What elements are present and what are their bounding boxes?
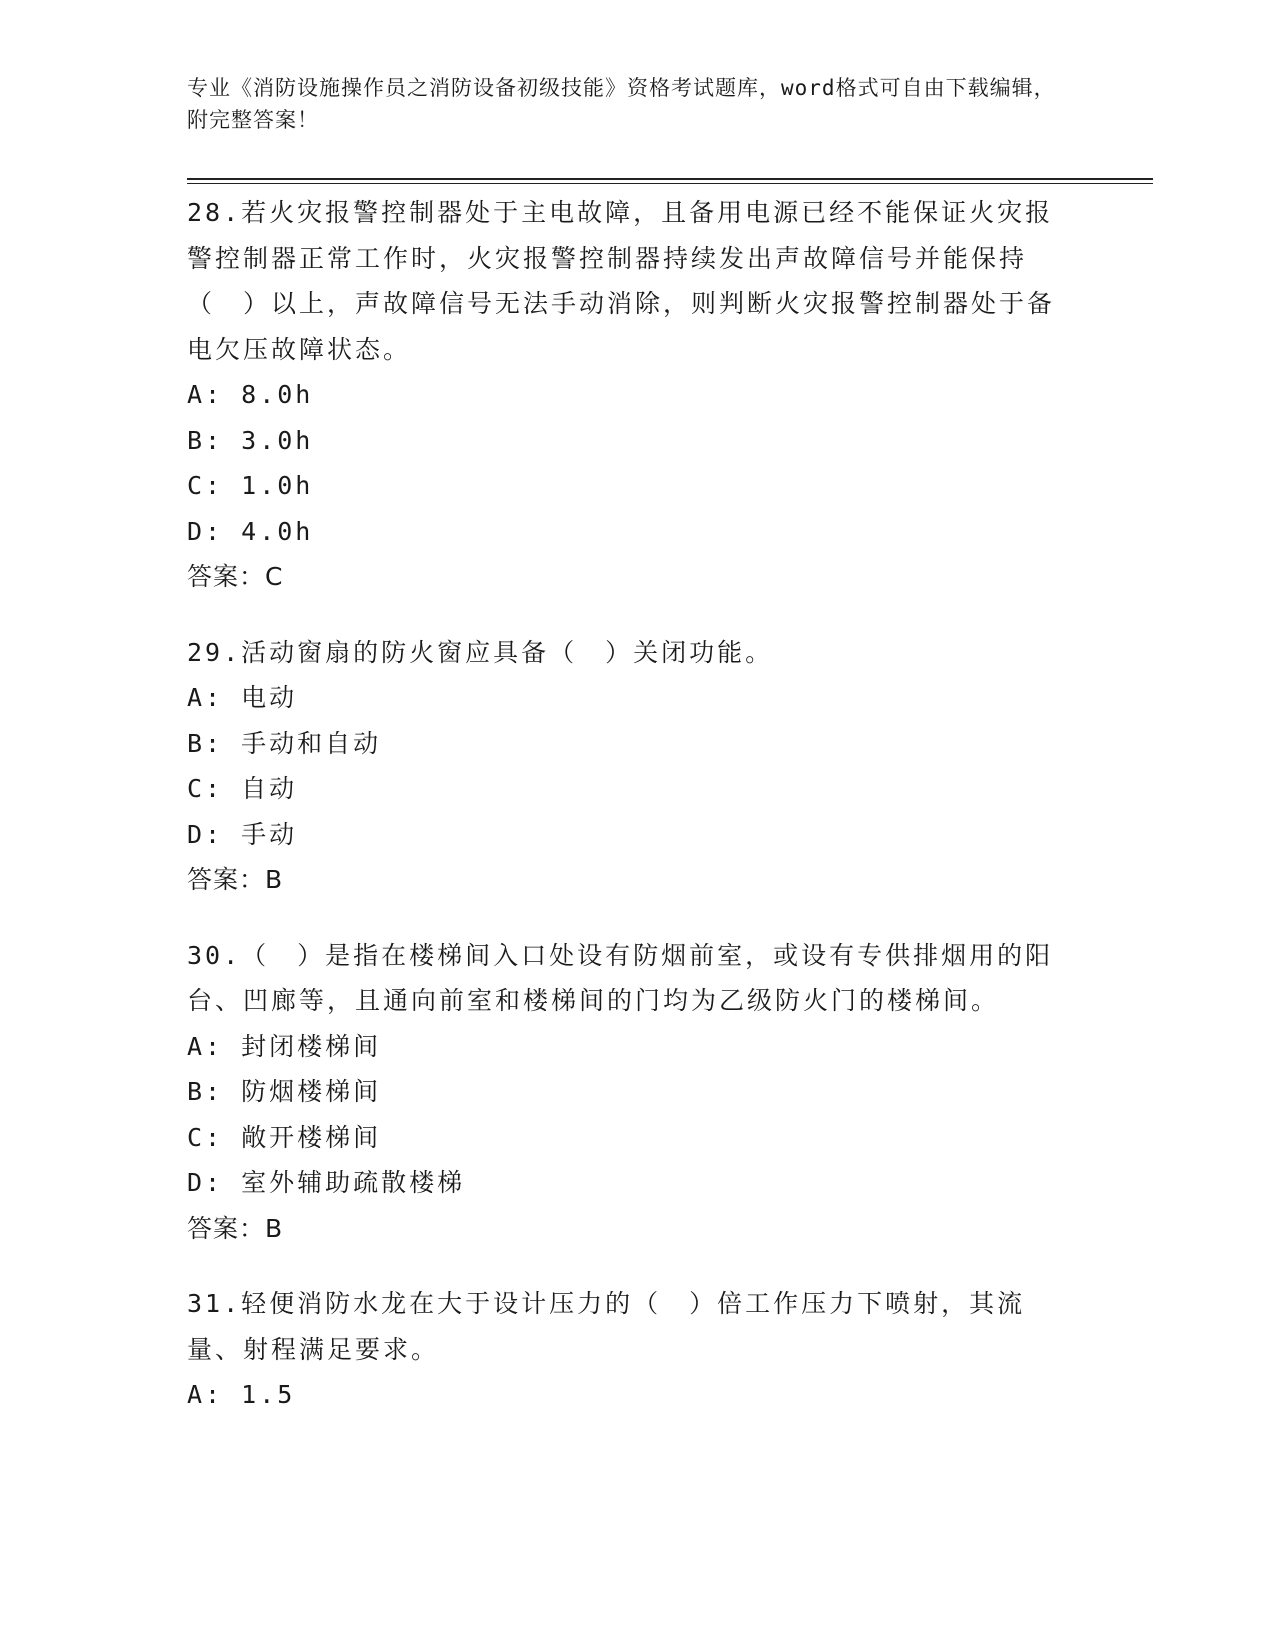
question-stem: 29.活动窗扇的防火窗应具备（ ）关闭功能。 bbox=[187, 637, 774, 667]
question-stem: 30.（ ）是指在楼梯间入口处设有防烟前室，或设有专供排烟用的阳台、凹廊等，且通向前室和楼梯间的门均为乙级防火门的楼梯间。 bbox=[187, 940, 1054, 1015]
question-31 bbox=[187, 1281, 1077, 1418]
option-b: B: 防烟楼梯间 bbox=[187, 1077, 382, 1106]
option-a: A: 8.0h bbox=[187, 380, 314, 409]
header-divider-thick bbox=[187, 178, 1153, 180]
option-d: D: 4.0h bbox=[187, 516, 314, 546]
option-b: B: 3.0h bbox=[187, 425, 314, 455]
option-d: D: 手动 bbox=[187, 819, 298, 849]
option-c: C: 敞开楼梯间 bbox=[187, 1122, 382, 1152]
answer-label: 答案：B bbox=[187, 1213, 284, 1243]
question-30 bbox=[187, 933, 1077, 1252]
option-a: A: 封闭楼梯间 bbox=[187, 1031, 382, 1061]
document-header: 专业《消防设施操作员之消防设备初级技能》资格考试题库，word格式可自由下载编辑，附完整答案！ bbox=[187, 76, 1056, 132]
option-a: A: 电动 bbox=[187, 683, 298, 712]
header-divider-thin bbox=[187, 183, 1153, 184]
question-list bbox=[187, 190, 1077, 1448]
option-c: C: 1.0h bbox=[187, 471, 314, 500]
question-stem: 28.若火灾报警控制器处于主电故障，且备用电源已经不能保证火灾报警控制器正常工作时，火灾报警控制器持续发出声故障信号并能保持（ ）以上，声故障信号无法手动消除，则判断火灾报警控制器处于备电欠压故障状态。 bbox=[187, 198, 1056, 364]
question-29 bbox=[187, 630, 1077, 903]
question-28 bbox=[187, 190, 1077, 600]
option-a: A: 1.5 bbox=[187, 1380, 296, 1409]
option-c: C: 自动 bbox=[187, 774, 298, 803]
option-b: B: 手动和自动 bbox=[187, 728, 382, 758]
question-stem: 31.轻便消防水龙在大于设计压力的（ ）倍工作压力下喷射，其流量、射程满足要求。 bbox=[187, 1289, 1026, 1364]
answer-label: 答案：C bbox=[187, 562, 284, 591]
answer-label: 答案：B bbox=[187, 865, 284, 894]
option-d: D: 室外辅助疏散楼梯 bbox=[187, 1168, 466, 1197]
